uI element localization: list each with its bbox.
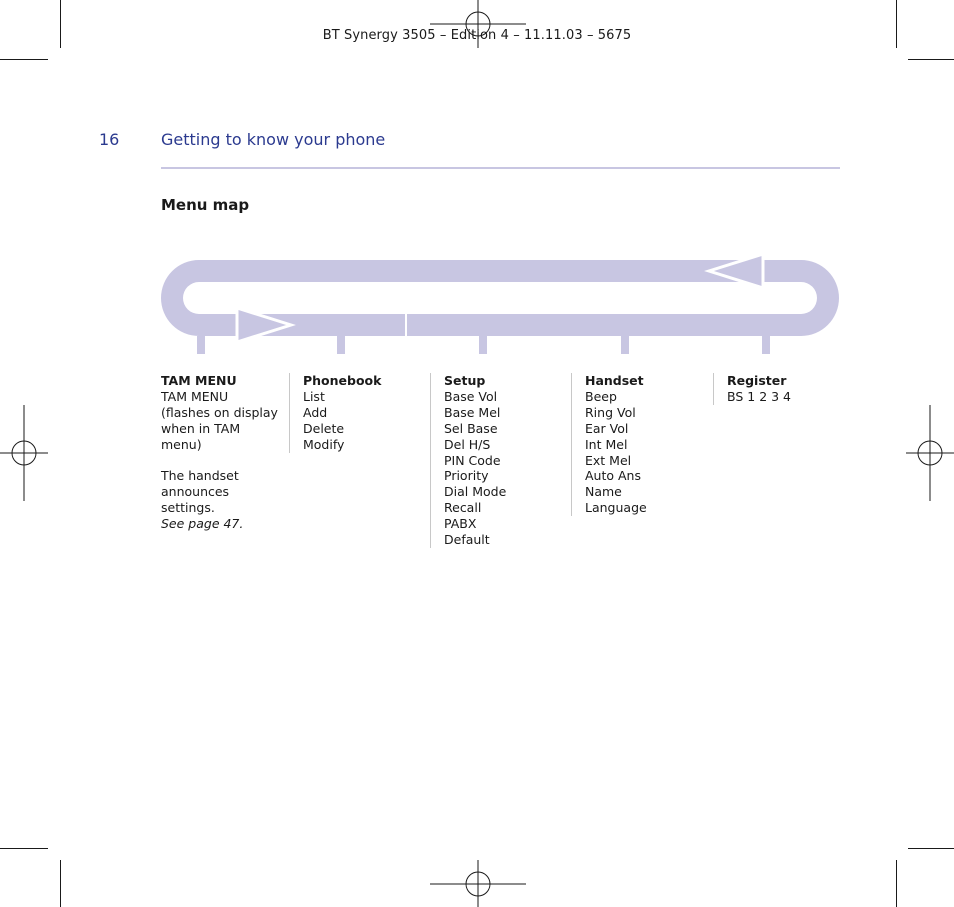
menu-item: List bbox=[303, 388, 325, 404]
menu-column-register bbox=[713, 373, 791, 405]
arrow-right-icon bbox=[237, 308, 291, 342]
menu-item: Int Mel bbox=[585, 436, 628, 452]
menu-item: Modify bbox=[303, 436, 345, 452]
menu-item: menu) bbox=[161, 436, 202, 452]
crop-mark bbox=[896, 860, 897, 907]
crop-mark bbox=[0, 59, 48, 60]
header-rule bbox=[161, 167, 840, 169]
crop-mark bbox=[60, 860, 61, 907]
menu-item: Add bbox=[303, 404, 328, 420]
print-header: BT Synergy 3505 – Edition 4 – 11.11.03 – 5675 bbox=[322, 28, 632, 43]
column-title: Register bbox=[727, 373, 787, 388]
menu-tick bbox=[337, 336, 345, 354]
section-title: Getting to know your phone bbox=[161, 130, 386, 149]
menu-tick bbox=[479, 336, 487, 354]
menu-item: TAM MENU bbox=[161, 388, 229, 404]
menu-column-phonebook bbox=[289, 373, 381, 453]
menu-item: Name bbox=[585, 484, 622, 500]
note-line: announces bbox=[161, 484, 230, 500]
column-title: Setup bbox=[444, 373, 486, 388]
menu-item: (flashes on display bbox=[161, 404, 278, 420]
menu-item: Sel Base bbox=[444, 420, 498, 436]
menu-tick bbox=[197, 336, 205, 354]
column-title: Phonebook bbox=[303, 373, 382, 388]
menu-item: PIN Code bbox=[444, 452, 501, 468]
menu-tick bbox=[762, 336, 770, 354]
menu-tick bbox=[621, 336, 629, 354]
menu-loop-diagram bbox=[155, 250, 845, 356]
menu-item: PABX bbox=[444, 516, 477, 532]
note-line: The handset bbox=[161, 468, 239, 484]
crop-mark bbox=[908, 59, 954, 60]
page-number: 16 bbox=[99, 130, 120, 149]
page-reference: See page 47. bbox=[161, 516, 244, 532]
menu-item: Language bbox=[585, 500, 647, 516]
registration-mark-icon bbox=[430, 860, 526, 907]
column-title: Handset bbox=[585, 373, 644, 388]
crop-mark bbox=[908, 848, 954, 849]
menu-item: Beep bbox=[585, 388, 617, 404]
menu-item: Priority bbox=[444, 468, 489, 484]
menu-item: Recall bbox=[444, 500, 482, 516]
menu-map-heading: Menu map bbox=[161, 196, 250, 214]
menu-item: Default bbox=[444, 532, 490, 548]
registration-mark-icon bbox=[0, 405, 48, 501]
menu-item: Base Vol bbox=[444, 388, 498, 404]
arrow-left-icon bbox=[709, 254, 763, 288]
column-title: TAM MENU bbox=[161, 373, 237, 388]
menu-item: Base Mel bbox=[444, 404, 501, 420]
menu-column-setup bbox=[430, 373, 506, 548]
menu-item: Ext Mel bbox=[585, 452, 632, 468]
menu-item: BS 1 2 3 4 bbox=[727, 388, 791, 404]
menu-item: Ear Vol bbox=[585, 420, 629, 436]
menu-item: Dial Mode bbox=[444, 484, 507, 500]
registration-mark-icon bbox=[906, 405, 954, 501]
menu-item: when in TAM bbox=[161, 420, 241, 436]
menu-item: Del H/S bbox=[444, 436, 491, 452]
menu-item: Delete bbox=[303, 420, 345, 436]
menu-column-tam bbox=[161, 373, 278, 532]
menu-item: Auto Ans bbox=[585, 468, 641, 484]
note-line: settings. bbox=[161, 500, 215, 516]
menu-item: Ring Vol bbox=[585, 404, 636, 420]
crop-mark bbox=[0, 848, 48, 849]
menu-column-handset bbox=[571, 373, 647, 516]
